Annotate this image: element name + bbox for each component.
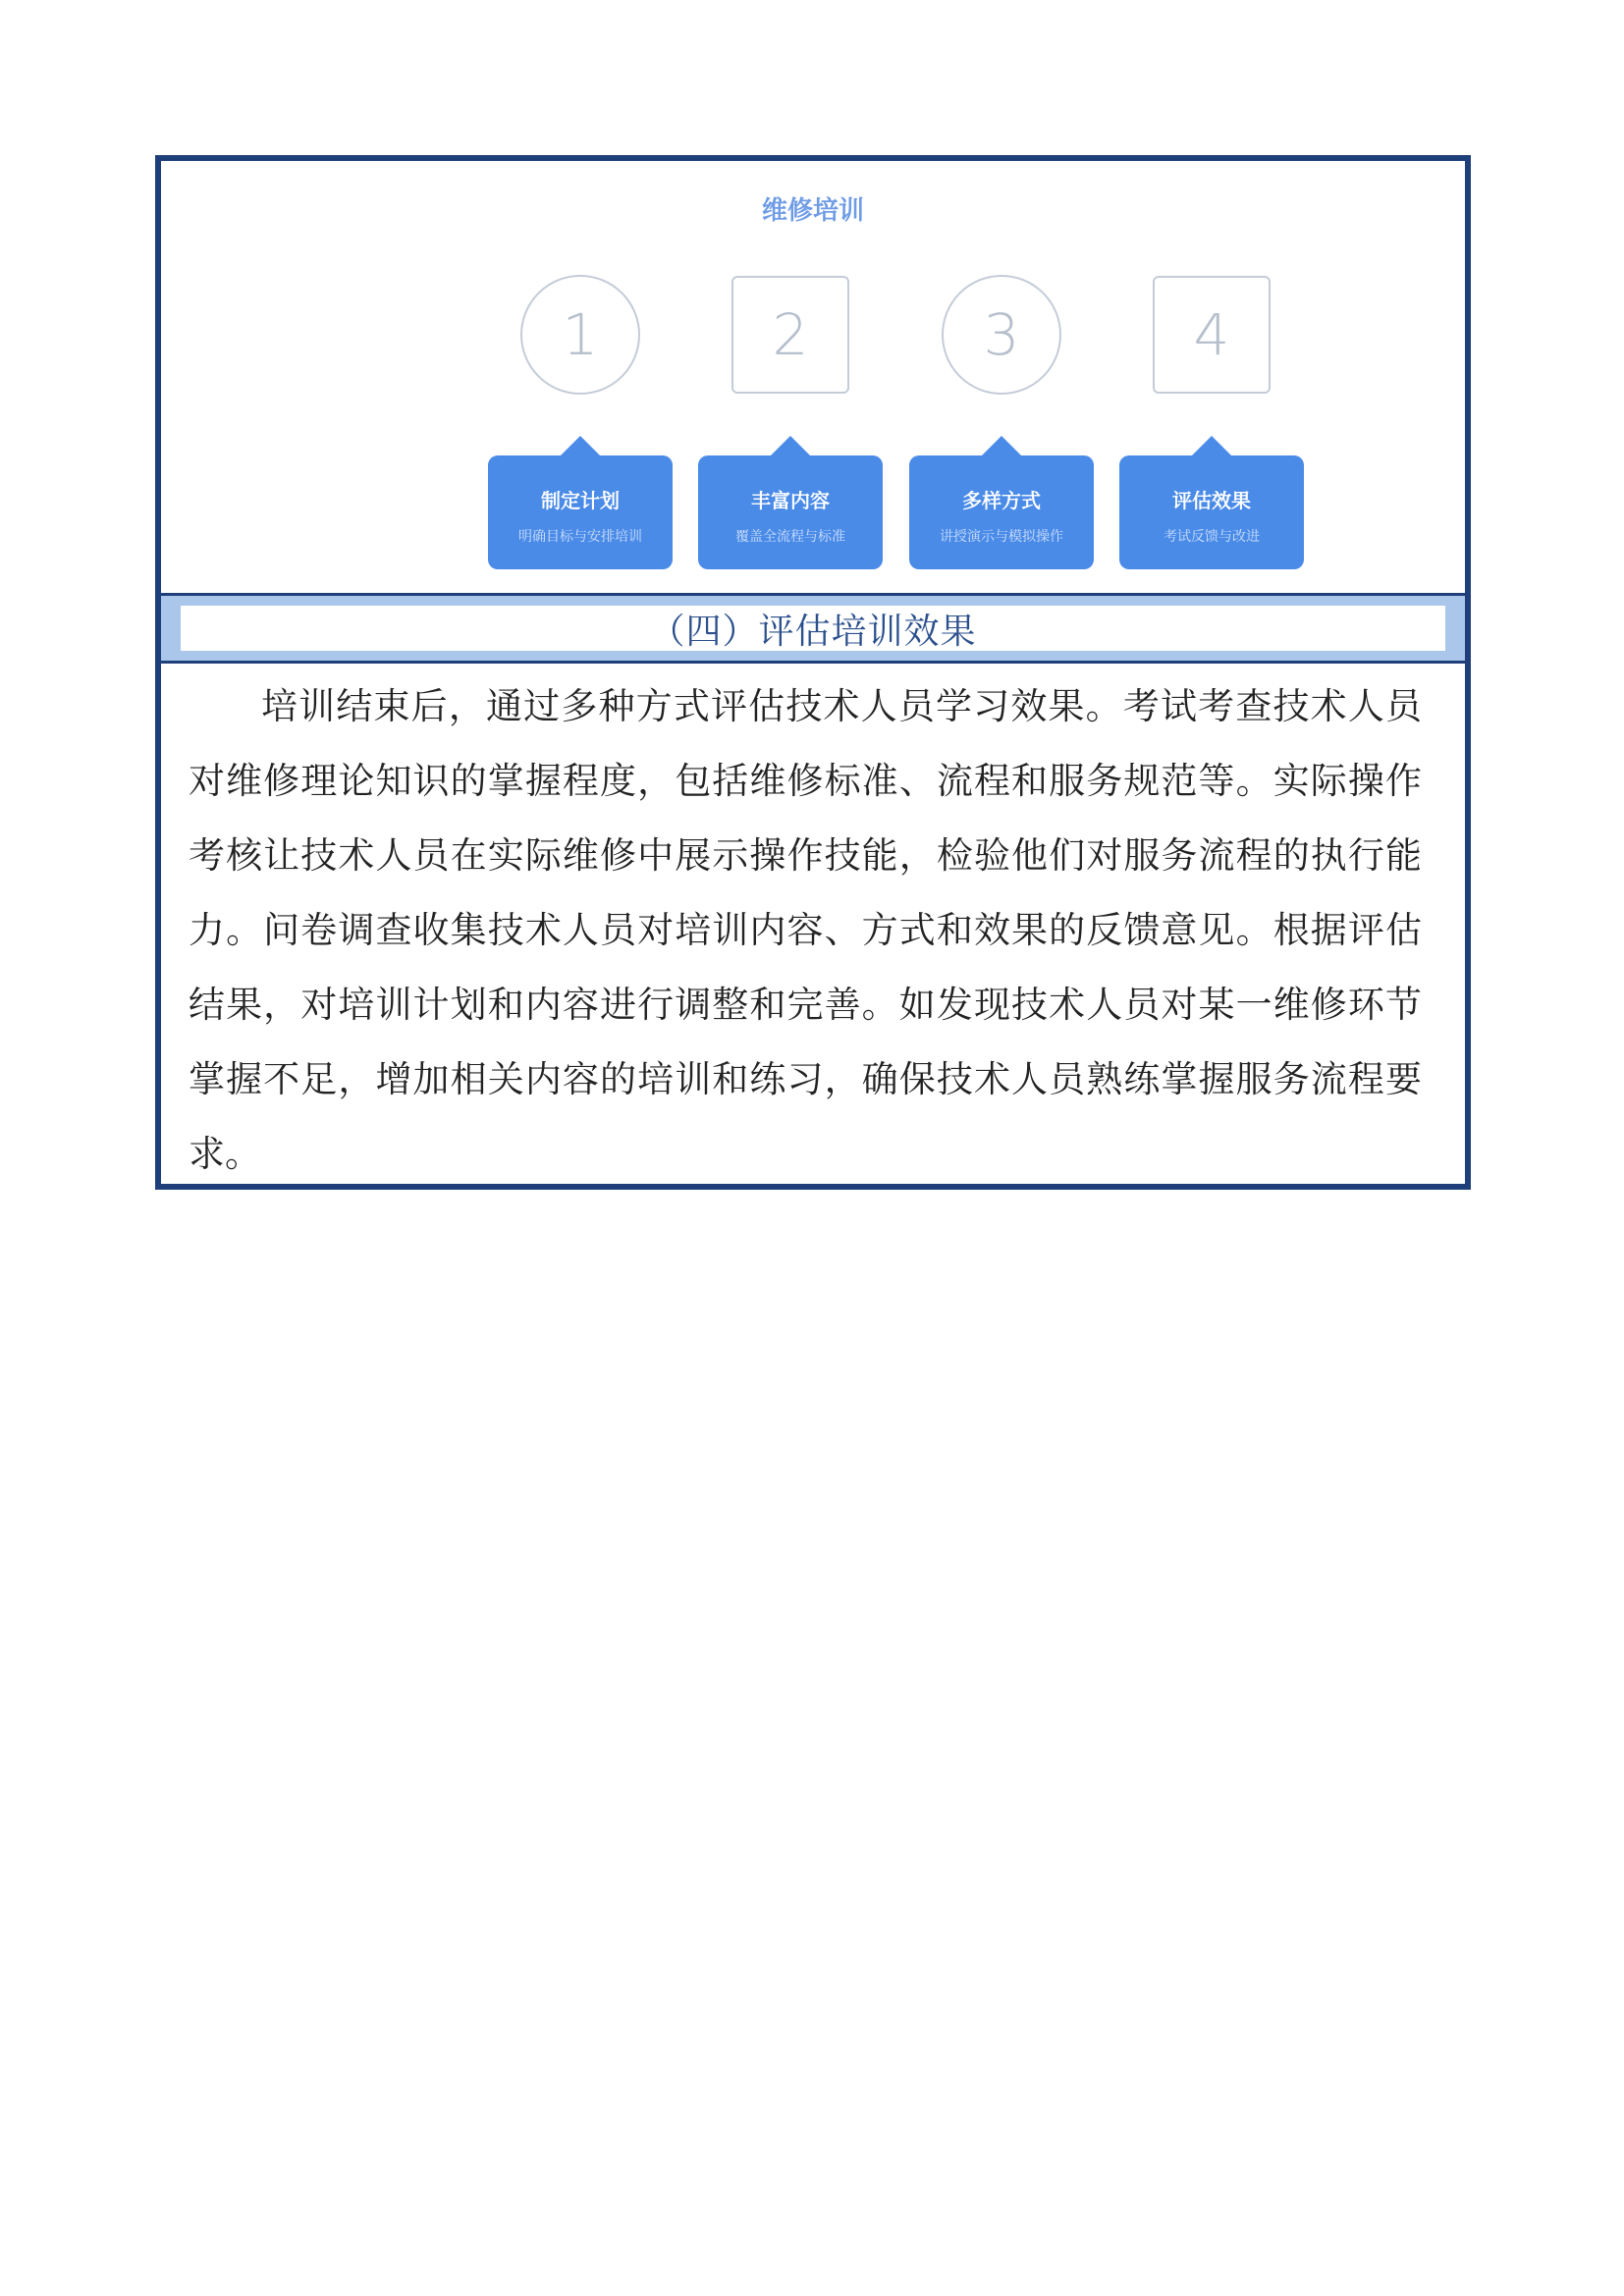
section-heading: （四）评估培训效果 — [181, 606, 1445, 651]
step-title-1: 制定计划 — [541, 489, 620, 512]
step-2 — [698, 161, 885, 593]
step-number-1: 1 — [520, 275, 640, 395]
step-subtitle-1: 明确目标与安排培训 — [518, 529, 642, 545]
diagram-title: 维修培训 — [761, 196, 864, 226]
step-title-2: 丰富内容 — [751, 489, 830, 512]
content-frame — [155, 155, 1471, 1190]
step-subtitle-4: 考试反馈与改进 — [1164, 529, 1260, 545]
step-subtitle-3: 讲授演示与模拟操作 — [940, 529, 1063, 545]
step-title-3: 多样方式 — [962, 489, 1041, 512]
step-title-4: 评估效果 — [1172, 489, 1251, 512]
section-paragraph: 培训结束后，通过多种方式评估技术人员学习效果。考试考查技术人员对维修理论知识的掌握程度，包括维修标准、流程和服务规范等。实际操作考核让技术人员在实际维修中展示操作技能，检验他们对服务流程的执行能力。问卷调查收集技术人员对培训内容、方式和效果的反馈意见。根据评估结果，对培训计划和内容进行调整和完善。如发现技术人员对某一维修环节掌握不足，增加相关内容的培训和练习，确保技术人员熟练掌握服务流程要求。 — [189, 685, 1422, 1175]
step-number-2: 2 — [731, 276, 849, 394]
step-number-3: 3 — [942, 275, 1061, 395]
step-card-4 — [1119, 455, 1304, 569]
step-card-3 — [909, 455, 1094, 569]
training-diagram — [161, 161, 1465, 593]
step-subtitle-2: 覆盖全流程与标准 — [735, 529, 845, 545]
step-card-2 — [698, 455, 883, 569]
step-number-4: 4 — [1153, 276, 1271, 394]
step-card-1 — [488, 455, 673, 569]
section-heading-band — [161, 593, 1465, 664]
step-4 — [1119, 161, 1306, 593]
step-3 — [909, 161, 1096, 593]
step-1 — [488, 161, 675, 593]
